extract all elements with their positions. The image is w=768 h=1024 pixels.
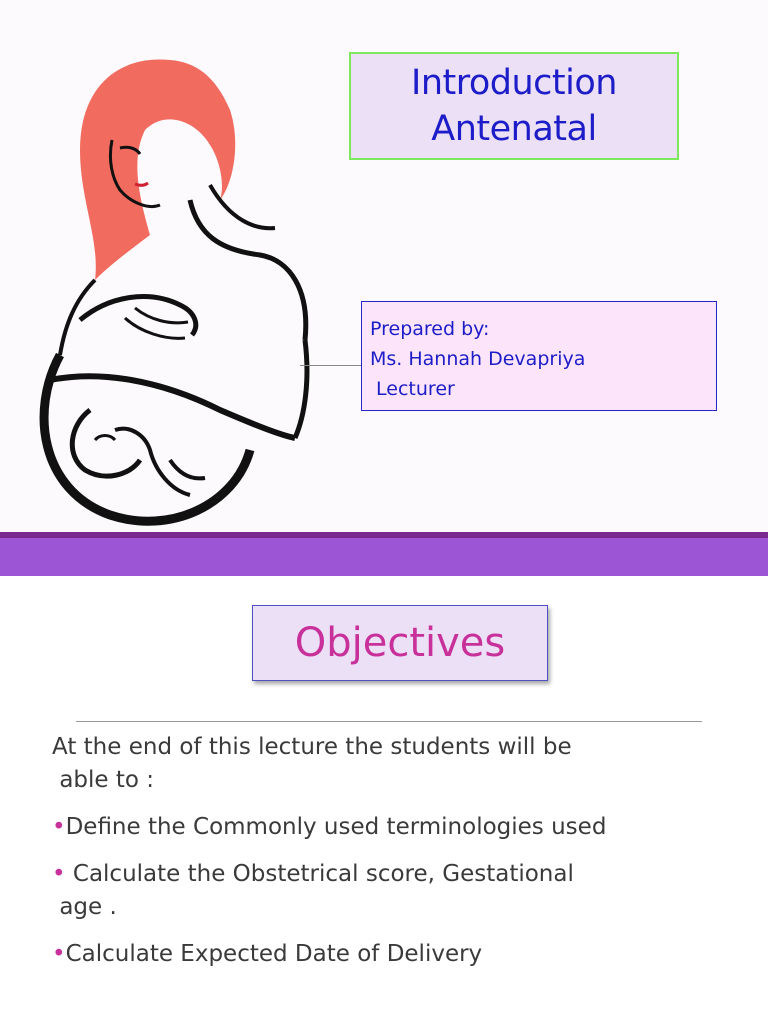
intro-line-2: able to : — [52, 767, 155, 793]
bullet-text: Calculate the Obstetrical score, Gestational age . — [59, 861, 574, 920]
intro-text — [52, 731, 692, 797]
list-item — [52, 858, 692, 924]
prepared-by-label: Prepared by: — [370, 318, 490, 340]
title-box — [349, 52, 679, 160]
bullet-marker: • — [52, 861, 66, 887]
title-line-2: Antenatal — [431, 109, 597, 149]
slide-objectives — [0, 576, 768, 1024]
pregnant-woman-illustration — [20, 50, 320, 530]
objectives-heading — [252, 605, 548, 681]
title-line-1: Introduction — [411, 63, 617, 103]
presenter-box — [361, 301, 717, 411]
objectives-content — [52, 731, 692, 985]
connector-line — [300, 365, 361, 366]
bullet-marker: • — [52, 814, 66, 840]
bullet-marker: • — [52, 941, 66, 967]
objectives-heading-text: Objectives — [294, 620, 506, 666]
presenter-name: Ms. Hannah Devapriya — [370, 348, 586, 370]
intro-line-1: At the end of this lecture the students will be — [52, 734, 572, 760]
list-item — [52, 811, 692, 844]
bullet-text: Calculate Expected Date of Delivery — [65, 941, 483, 967]
bullet-text: Define the Commonly used terminologies used — [65, 814, 607, 840]
presenter-role: Lecturer — [370, 378, 455, 400]
heading-rule — [76, 721, 702, 722]
list-item — [52, 938, 692, 971]
divider-band — [0, 538, 768, 576]
